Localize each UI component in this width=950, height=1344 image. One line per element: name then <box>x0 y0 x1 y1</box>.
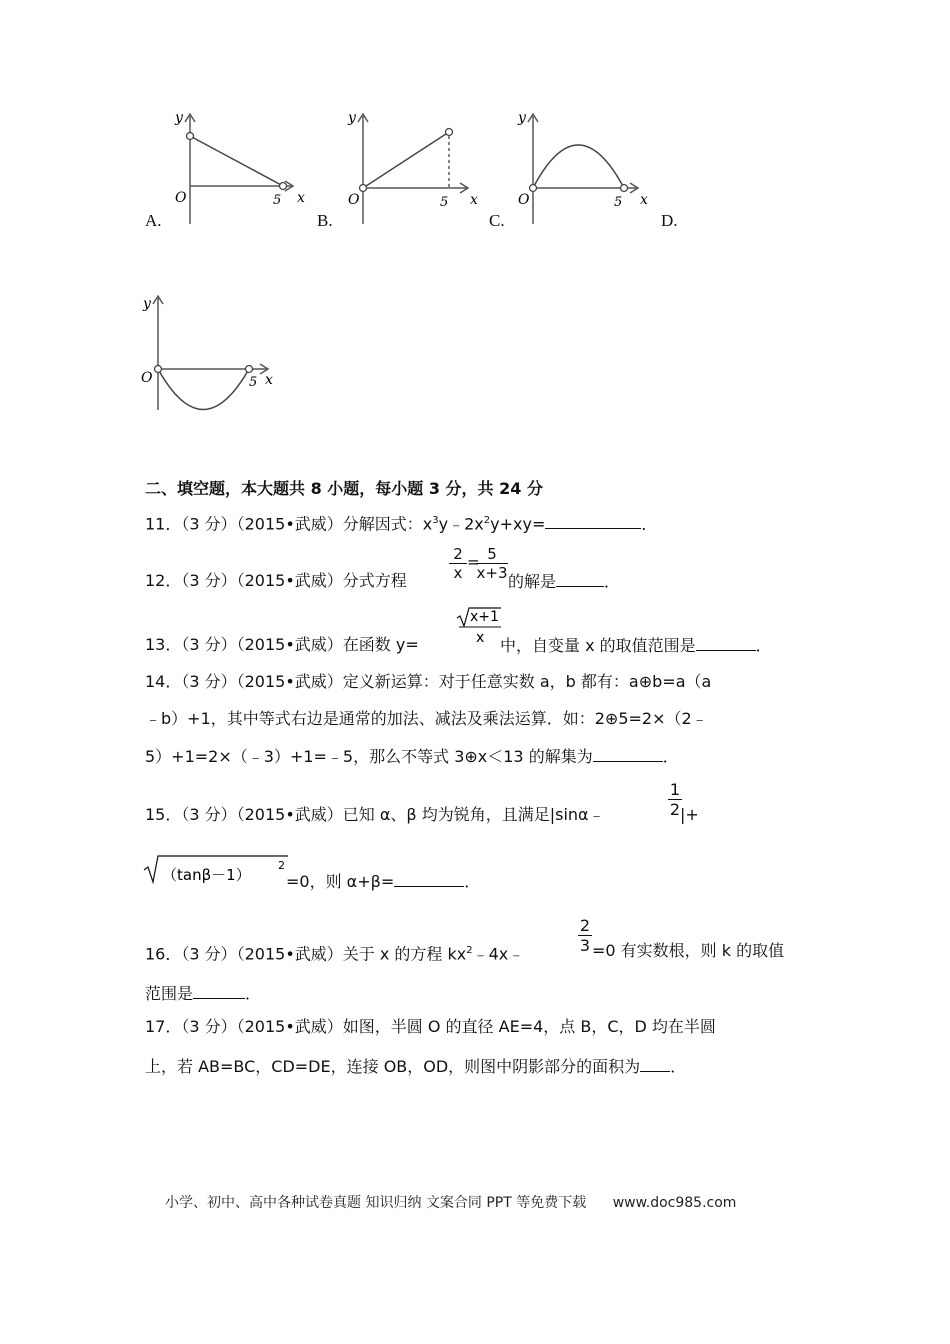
y-axis-label: y <box>175 110 183 126</box>
question-16-prefix <box>145 940 524 965</box>
answer-blank[interactable] <box>696 634 756 651</box>
x-axis-label: x <box>297 190 305 206</box>
answer-blank[interactable] <box>394 870 464 887</box>
q11-mid: y+xy= <box>490 514 546 534</box>
denominator: x+3 <box>476 564 508 582</box>
q16-end: ． <box>245 984 262 1003</box>
q16-text: 范围是 <box>145 984 194 1003</box>
q11-end: ． <box>641 514 658 534</box>
option-c-label: C. <box>489 211 505 230</box>
answer-blank[interactable] <box>593 745 663 762</box>
x-axis-label: x <box>265 372 273 388</box>
q16-mid: ﹣4x﹣ <box>472 944 525 964</box>
question-15-line2 <box>286 870 480 893</box>
q17-text: 上，若 AB=BC，CD=DE，连接 OB，OD，则图中阴影部分的面积为 <box>145 1057 641 1076</box>
q15-root-expr: （tanβ－1） <box>162 866 251 884</box>
question-15-prefix: 15．（3 分）（2015•武威）已知 α、β 均为锐角，且满足|sinα﹣ <box>145 805 605 824</box>
q13-end: ． <box>755 636 772 655</box>
question-14-line1: 14．（3 分）（2015•武威）定义新运算：对于任意实数 a，b 都有：a⊕b=a（a <box>145 672 712 691</box>
q12-fraction-1 <box>449 545 467 582</box>
denominator: x <box>449 563 467 582</box>
five-label: 5 <box>249 375 258 390</box>
q15-sqrt <box>142 852 290 893</box>
question-16-suffix: =0 有实数根，则 k 的取值 <box>592 941 785 960</box>
q12-end: ． <box>604 572 621 591</box>
origin-label: O <box>175 190 187 206</box>
q15-abs-close: |+ <box>680 805 699 824</box>
q13-fraction <box>455 606 503 651</box>
footer <box>165 1192 736 1212</box>
question-14-line3 <box>145 745 679 768</box>
numerator: 2 <box>453 545 463 563</box>
question-16-line2 <box>145 982 261 1005</box>
denominator: x <box>476 630 485 646</box>
numerator: x+1 <box>470 609 499 625</box>
numerator: 5 <box>487 545 497 563</box>
q13-suffix: 中，自变量 x 的取值范围是 <box>500 636 696 655</box>
q15-end: ． <box>464 872 481 891</box>
origin-label: O <box>141 370 153 386</box>
x-axis-label: x <box>470 192 478 208</box>
graph-c <box>508 108 658 228</box>
answer-blank[interactable] <box>193 982 245 999</box>
q17-end: ． <box>670 1057 687 1076</box>
q14-end: ． <box>662 747 679 766</box>
q11-mid: y﹣2x <box>438 514 484 534</box>
answer-blank[interactable] <box>556 570 604 587</box>
x-axis-label: x <box>640 192 648 208</box>
q12-equals: = <box>467 553 480 571</box>
denominator: 3 <box>579 936 591 955</box>
q11-sup: 3 <box>432 515 439 526</box>
option-b-label: B. <box>317 211 333 230</box>
y-axis-label: y <box>348 110 356 126</box>
q15-root-sup: 2 <box>278 859 285 872</box>
question-12-suffix <box>508 570 620 593</box>
section-title: 二、填空题，本大题共 8 小题，每小题 3 分，共 24 分 <box>145 479 543 498</box>
numerator: 1 <box>669 780 681 799</box>
question-11 <box>145 510 657 535</box>
y-axis-label: y <box>518 110 526 126</box>
q11-prefix: 11．（3 分）（2015•武威）分解因式：x <box>145 514 433 534</box>
footer-text: 小学、初中、高中各种试卷真题 知识归纳 文案合同 PPT 等免费下载 <box>165 1195 587 1211</box>
question-13-prefix: 13．（3 分）（2015•武威）在函数 y= <box>145 635 419 654</box>
five-label: 5 <box>273 193 282 208</box>
q16-sup: 2 <box>466 945 473 956</box>
origin-label: O <box>518 192 530 208</box>
question-17-line1: 17．（3 分）（2015•武威）如图，半圆 O 的直径 AE=4，点 B，C，D 均在半圆 <box>145 1017 716 1036</box>
question-17-line2 <box>145 1055 686 1078</box>
origin-label: O <box>348 192 360 208</box>
q11-sup: 2 <box>483 515 491 526</box>
option-d-label: D. <box>661 211 678 230</box>
numerator: 2 <box>579 916 591 935</box>
question-12-prefix: 12．（3 分）（2015•武威）分式方程 <box>145 571 407 590</box>
graph-d <box>133 290 293 415</box>
q16-fraction <box>578 916 592 955</box>
q12-fraction-2 <box>476 545 508 582</box>
q15-text: =0，则 α+β= <box>286 872 395 891</box>
denominator: 2 <box>669 800 681 819</box>
five-label: 5 <box>440 195 449 210</box>
question-13-suffix <box>500 634 772 657</box>
graph-a <box>165 108 315 228</box>
q16-prefix: 16．（3 分）（2015•武威）关于 x 的方程 kx <box>145 944 467 964</box>
q14-text: 5）+1=2×（﹣3）+1=﹣5，那么不等式 3⊕x＜13 的解集为 <box>145 747 593 766</box>
question-14-line2: ﹣b）+1，其中等式右边是通常的加法、减法及乘法运算．如：2⊕5=2×（2﹣ <box>145 709 708 728</box>
graph-b <box>338 108 488 228</box>
answer-blank[interactable] <box>545 512 641 529</box>
q12-suffix: 的解是 <box>508 572 557 591</box>
answer-blank[interactable] <box>640 1055 670 1072</box>
footer-link[interactable]: www.doc985.com <box>612 1195 737 1211</box>
option-a-label: A. <box>145 211 162 230</box>
y-axis-label: y <box>143 296 151 312</box>
five-label: 5 <box>614 195 623 210</box>
